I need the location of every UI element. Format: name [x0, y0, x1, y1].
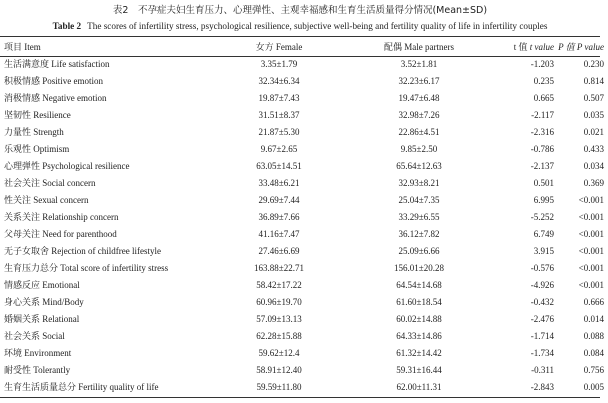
- top-rule: [0, 36, 600, 37]
- cell-female: 62.28±15.88: [256, 331, 302, 341]
- cell-p-value: <0.001: [578, 229, 604, 239]
- cell-p-value: 0.230: [583, 59, 604, 69]
- cell-item: 性关注 Sexual concern: [4, 195, 89, 205]
- cell-male: 25.09±6.66: [398, 246, 440, 256]
- cell-item: 力量性 Strength: [4, 127, 64, 137]
- cell-item: 社会关系 Social: [4, 331, 65, 341]
- table-row: [0, 107, 608, 124]
- cell-item: 关系关注 Relationship concern: [4, 212, 119, 222]
- cell-male: 62.00±11.31: [396, 382, 442, 392]
- cell-p-value: <0.001: [578, 280, 604, 290]
- cell-female: 163.88±22.71: [254, 263, 304, 273]
- cell-female: 58.42±17.22: [256, 280, 302, 290]
- caption-english: [0, 20, 600, 33]
- cell-p-value: 0.005: [583, 382, 604, 392]
- cell-p-value: 0.756: [583, 365, 604, 375]
- table-row: [0, 328, 608, 345]
- header-t-cn: t 值: [513, 42, 528, 52]
- cell-t-value: -2.843: [530, 382, 554, 392]
- cell-female: 31.51±8.37: [258, 110, 300, 120]
- cell-male: 36.12±7.82: [398, 229, 440, 239]
- cell-female: 27.46±6.69: [258, 246, 300, 256]
- header-p-value: [558, 38, 608, 56]
- table-row: [0, 141, 608, 158]
- cell-female: 33.48±6.21: [258, 178, 300, 188]
- cell-male: 22.86±4.51: [398, 127, 440, 137]
- cell-p-value: 0.014: [583, 314, 604, 324]
- cell-item: 社会关注 Social concern: [4, 178, 96, 188]
- cell-t-value: 0.235: [533, 76, 554, 86]
- cell-p-value: <0.001: [578, 246, 604, 256]
- cell-item: 乐观性 Optimism: [4, 144, 70, 154]
- cell-female: 21.87±5.30: [258, 127, 300, 137]
- cell-item: 坚韧性 Resilience: [4, 110, 71, 120]
- cell-t-value: -1.734: [530, 348, 554, 358]
- header-t-value: [494, 38, 558, 56]
- table-row: [0, 311, 608, 328]
- cell-item: 消极情感 Negative emotion: [4, 93, 107, 103]
- cell-female: 32.34±6.34: [258, 76, 300, 86]
- table-row: [0, 226, 608, 243]
- cell-male: 32.93±8.21: [398, 178, 440, 188]
- cell-p-value: 0.034: [583, 161, 604, 171]
- header-female: 女方 Female: [255, 42, 303, 52]
- table-row: [0, 379, 608, 396]
- cell-t-value: -0.786: [530, 144, 554, 154]
- cell-male: 32.98±7.26: [398, 110, 440, 120]
- cell-male: 9.85±2.50: [400, 144, 438, 154]
- table-row: [0, 158, 608, 175]
- header-p-cn: P 值: [558, 42, 575, 52]
- table-row: [0, 345, 608, 362]
- cell-t-value: -0.432: [530, 297, 554, 307]
- cell-t-value: -1.203: [530, 59, 554, 69]
- cell-item: 生活满意度 Life satisfaction: [4, 59, 110, 69]
- table-body: [0, 56, 608, 396]
- caption-chinese: 表2 不孕症夫妇生育压力、心理弹性、主观幸福感和生育生活质量得分情况(Mean±SD): [112, 5, 488, 16]
- header-rule: [0, 56, 600, 57]
- cell-item: 耐受性 Tolerantly: [4, 365, 71, 375]
- cell-female: 9.67±2.65: [260, 144, 298, 154]
- cell-female: 58.91±12.40: [256, 365, 302, 375]
- cell-female: 59.62±12.4: [258, 348, 300, 358]
- cell-p-value: 0.084: [583, 348, 604, 358]
- cell-p-value: <0.001: [578, 212, 604, 222]
- cell-t-value: -1.714: [530, 331, 554, 341]
- cell-male: 33.29±6.55: [398, 212, 440, 222]
- cell-female: 57.09±13.13: [256, 314, 302, 324]
- table-row: [0, 90, 608, 107]
- table-row: [0, 243, 608, 260]
- cell-t-value: -5.252: [530, 212, 554, 222]
- table-row: [0, 124, 608, 141]
- table-row: [0, 209, 608, 226]
- header-male: 配偶 Male partners: [384, 42, 454, 52]
- table-row: [0, 294, 608, 311]
- cell-male: 61.32±14.42: [396, 348, 442, 358]
- header-t-en: t value: [529, 42, 554, 52]
- table-row: [0, 175, 608, 192]
- cell-t-value: -0.576: [530, 263, 554, 273]
- cell-female: 36.89±7.66: [258, 212, 300, 222]
- cell-male: 32.23±6.17: [398, 76, 440, 86]
- cell-p-value: 0.088: [583, 331, 604, 341]
- cell-t-value: 6.749: [533, 229, 554, 239]
- header-row: [0, 38, 608, 56]
- cell-p-value: 0.021: [583, 127, 604, 137]
- cell-t-value: -2.316: [530, 127, 554, 137]
- table-row: [0, 362, 608, 379]
- cell-t-value: -4.926: [530, 280, 554, 290]
- cell-p-value: 0.666: [583, 297, 604, 307]
- cell-p-value: <0.001: [578, 263, 604, 273]
- cell-t-value: -2.117: [531, 110, 554, 120]
- cell-p-value: 0.035: [583, 110, 604, 120]
- cell-p-value: 0.814: [583, 76, 604, 86]
- table-row: [0, 192, 608, 209]
- cell-male: 156.01±20.28: [394, 263, 444, 273]
- header-item: 项目 Item: [4, 42, 41, 52]
- cell-p-value: 0.369: [583, 178, 604, 188]
- cell-female: 41.16±7.47: [258, 229, 300, 239]
- cell-p-value: 0.433: [583, 144, 604, 154]
- cell-male: 61.60±18.54: [396, 297, 442, 307]
- scores-table: [0, 38, 608, 396]
- cell-t-value: 0.501: [533, 178, 554, 188]
- cell-t-value: -2.476: [530, 314, 554, 324]
- table-row: [0, 73, 608, 90]
- table-row: [0, 260, 608, 277]
- cell-item: 身心关系 Mind/Body: [4, 297, 84, 307]
- cell-male: 3.52±1.81: [400, 59, 438, 69]
- cell-t-value: -0.311: [531, 365, 554, 375]
- cell-male: 25.04±7.35: [398, 195, 440, 205]
- cell-male: 65.64±12.63: [396, 161, 442, 171]
- cell-item: 积极情感 Positive emotion: [4, 76, 104, 86]
- cell-p-value: 0.507: [583, 93, 604, 103]
- table-number: Table 2: [52, 21, 82, 31]
- cell-male: 59.31±16.44: [396, 365, 442, 375]
- caption-english-text: The scores of infertility stress, psychological resilience, subjective well-being and fertility quality of life in infertility couples: [87, 21, 548, 31]
- cell-t-value: 3.915: [533, 246, 554, 256]
- cell-item: 无子女取舍 Rejection of childfree lifestyle: [4, 246, 161, 256]
- cell-item: 父母关注 Need for parenthood: [4, 229, 117, 239]
- cell-female: 29.69±7.44: [258, 195, 300, 205]
- cell-t-value: -2.137: [530, 161, 554, 171]
- cell-item: 环境 Environment: [4, 348, 72, 358]
- bottom-rule: [0, 397, 600, 398]
- cell-item: 心理弹性 Psychological resilience: [4, 161, 130, 171]
- cell-female: 19.87±7.43: [258, 93, 300, 103]
- cell-male: 19.47±6.48: [398, 93, 440, 103]
- table-row: [0, 56, 608, 73]
- cell-t-value: 0.665: [533, 93, 554, 103]
- table-row: [0, 277, 608, 294]
- cell-item: 生育生活质量总分 Fertility quality of life: [4, 382, 159, 392]
- cell-female: 59.59±11.80: [256, 382, 302, 392]
- header-p-en: P value: [576, 42, 604, 52]
- cell-item: 婚姻关系 Relational: [4, 314, 80, 324]
- cell-item: 情感反应 Emotional: [4, 280, 80, 290]
- cell-p-value: <0.001: [578, 195, 604, 205]
- cell-male: 64.54±14.68: [396, 280, 442, 290]
- cell-item: 生育压力总分 Total score of infertility stress: [4, 263, 169, 273]
- cell-t-value: 6.995: [533, 195, 554, 205]
- cell-female: 60.96±19.70: [256, 297, 302, 307]
- cell-male: 64.33±14.86: [396, 331, 442, 341]
- cell-female: 63.05±14.51: [256, 161, 302, 171]
- cell-female: 3.35±1.79: [260, 59, 298, 69]
- cell-male: 60.02±14.88: [396, 314, 442, 324]
